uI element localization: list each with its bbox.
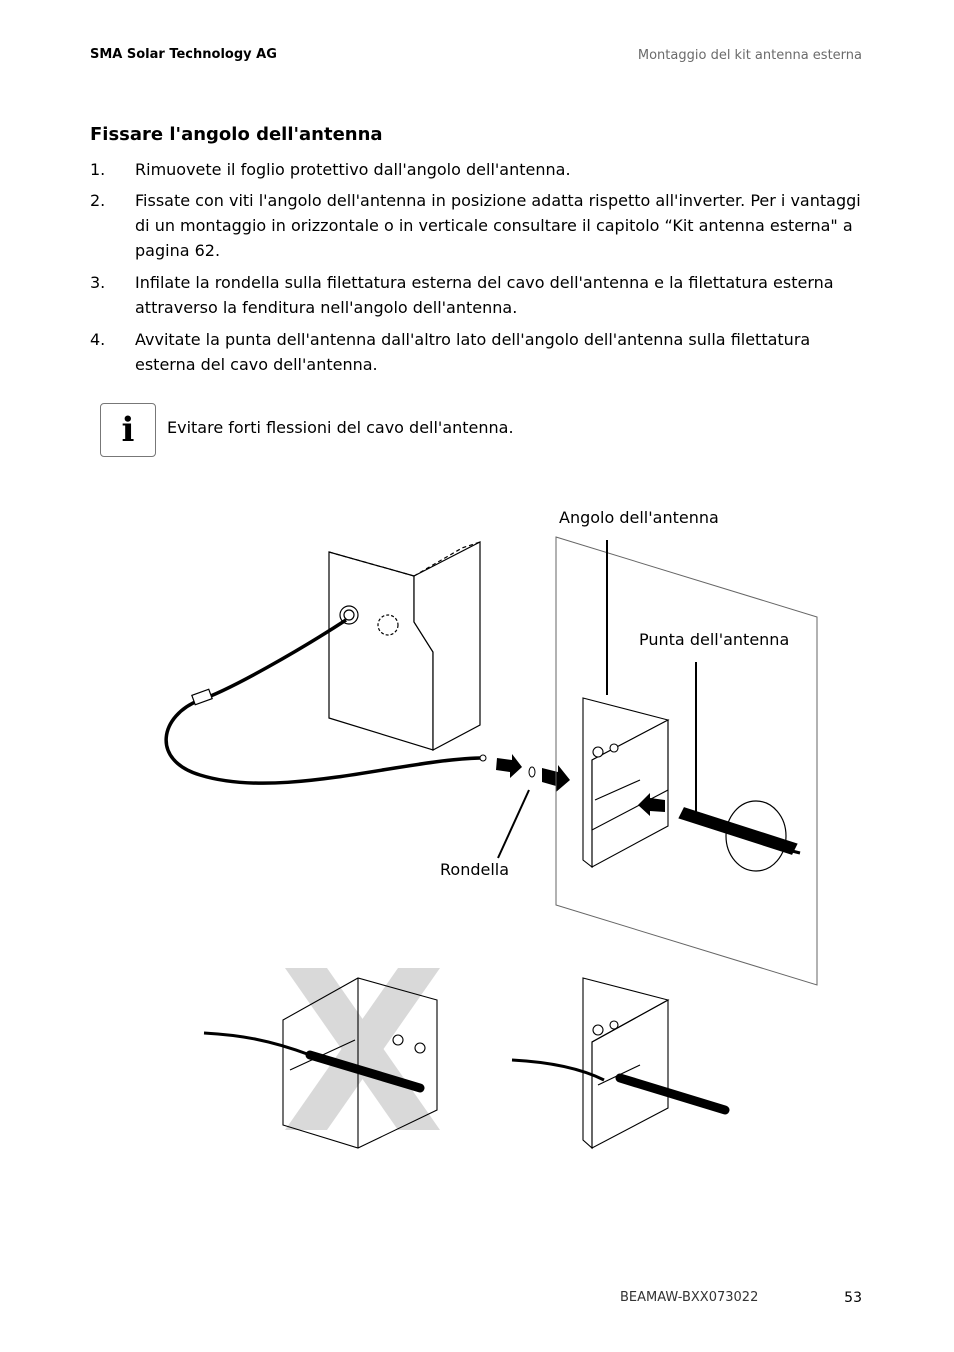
step-number: 2. — [90, 191, 106, 210]
header-company: SMA Solar Technology AG — [90, 47, 277, 62]
washer-drawing — [529, 767, 535, 777]
arrow-right-icon — [496, 754, 522, 778]
antenna-installation-illustration — [0, 490, 954, 1170]
section-title: Fissare l'angolo dell'antenna — [90, 124, 383, 145]
step-text: Infilate la rondella sulla filettatura esterna del cavo dell'antenna e la filettatura esterna attraverso la fenditura nell'angolo dell'antenna. — [135, 273, 834, 317]
step-text: Rimuovete il foglio protettivo dall'angolo dell'antenna. — [135, 160, 571, 179]
antenna-corner-drawing — [583, 698, 668, 867]
page-number: 53 — [844, 1290, 862, 1306]
correct-installation-drawing — [512, 978, 725, 1148]
antenna-tip — [684, 812, 792, 850]
step-item — [90, 270, 862, 320]
step-number: 3. — [90, 273, 106, 292]
wrong-installation-drawing — [204, 968, 440, 1148]
step-number: 4. — [90, 330, 106, 349]
inverter-drawing — [329, 542, 480, 750]
header-section: Montaggio del kit antenna esterna — [637, 48, 862, 63]
label-antenna-corner: Angolo dell'antenna — [559, 508, 719, 527]
step-text: Fissate con viti l'angolo dell'antenna in posizione adatta rispetto all'inverter. Per i vantaggi di un montaggio in orizzontale o in verticale consultare il capitolo “Kit antenna esterna" a pagina 62. — [135, 191, 861, 260]
step-number: 1. — [90, 160, 106, 179]
label-washer: Rondella — [440, 860, 510, 879]
info-note: Evitare forti flessioni del cavo dell'antenna. — [167, 418, 514, 437]
step-item — [90, 327, 862, 377]
step-item — [90, 188, 862, 263]
document-code: BEAMAW-BXX073022 — [620, 1290, 759, 1305]
info-glyph: i — [121, 410, 135, 450]
label-antenna-tip: Punta dell'antenna — [639, 630, 790, 649]
step-item — [90, 157, 862, 182]
step-text: Avvitate la punta dell'antenna dall'altro lato dell'angolo dell'antenna sulla filettatura esterna del cavo dell'antenna. — [135, 330, 811, 374]
info-icon — [100, 403, 156, 457]
